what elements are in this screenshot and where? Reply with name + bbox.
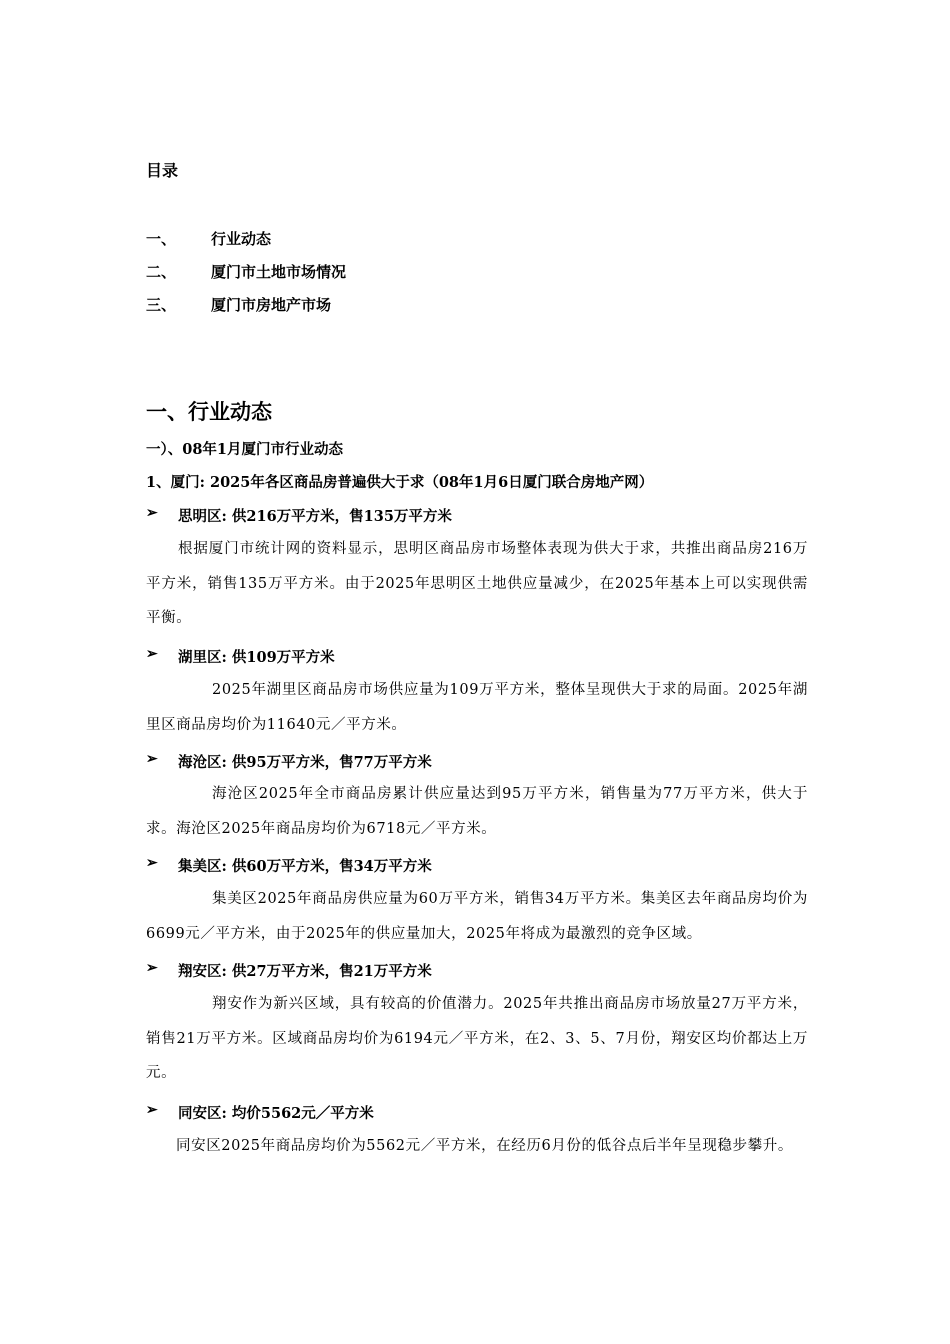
district-body-jimei: 集美区2025年商品房供应量为60万平方米，销售34万平方米。集美区去年商品房均价为6699元／平方米，由于2025年的供应量加大，2025年将成为最激烈的竞争区域。 [146,891,808,942]
district-title-haicang: 海沧区: 供95万平方米，售77万平方米 [178,754,432,771]
toc-item-2-label[interactable]: 厦门市土地市场情况 [211,263,347,281]
district-title-siming: 思明区: 供216万平方米，售135万平方米 [178,508,452,525]
bullet-arrow-icon: ➢ [146,1102,158,1118]
article-title: 1、厦门: 2025年各区商品房普遍供大于求（08年1月6日厦门联合房地产网） [146,474,654,491]
district-body-huli: 2025年湖里区商品房市场供应量为109万平方米，整体呈现供大于求的局面。2025年湖里区商品房均价为11640元／平方米。 [146,682,808,733]
district-body-siming: 根据厦门市统计网的资料显示，思明区商品房市场整体表现为供大于求，共推出商品房216万平方米，销售135万平方米。由于2025年思明区土地供应量减少，在2025年基本上可以实现供需平衡。 [146,541,808,626]
bullet-arrow-icon: ➢ [146,646,158,662]
toc-item-1-label[interactable]: 行业动态 [211,230,272,248]
section-heading: 一、行业动态 [146,400,272,424]
district-title-xiangan: 翔安区: 供27万平方米，售21万平方米 [178,963,432,980]
toc-item-3-number: 三、 [146,296,177,314]
toc-item-3-label[interactable]: 厦门市房地产市场 [211,296,332,314]
bullet-arrow-icon: ➢ [146,855,158,871]
district-body-tongan: 同安区2025年商品房均价为5562元／平方米，在经历6月份的低谷点后半年呈现稳步攀升。 [176,1138,793,1154]
district-title-jimei: 集美区: 供60万平方米，售34万平方米 [178,858,432,875]
district-title-huli: 湖里区: 供109万平方米 [178,649,335,666]
district-title-tongan: 同安区: 均价5562元／平方米 [178,1105,374,1122]
bullet-arrow-icon: ➢ [146,751,158,767]
toc-item-1-number: 一、 [146,230,177,248]
bullet-arrow-icon: ➢ [146,960,158,976]
district-body-xiangan: 翔安作为新兴区域，具有较高的价值潜力。2025年共推出商品房市场放量27万平方米，销售21万平方米。区域商品房均价为6194元／平方米，在2、3、5、7月份，翔安区均价都达上万元。 [146,996,808,1081]
toc-item-2-number: 二、 [146,263,177,281]
subsection-heading: 一）、08年1月厦门市行业动态 [146,441,344,458]
bullet-arrow-icon: ➢ [146,505,158,521]
district-body-haicang: 海沧区2025年全市商品房累计供应量达到95万平方米，销售量为77万平方米，供大于求。海沧区2025年商品房均价为6718元／平方米。 [146,786,808,837]
toc-title: 目录 [146,161,179,180]
